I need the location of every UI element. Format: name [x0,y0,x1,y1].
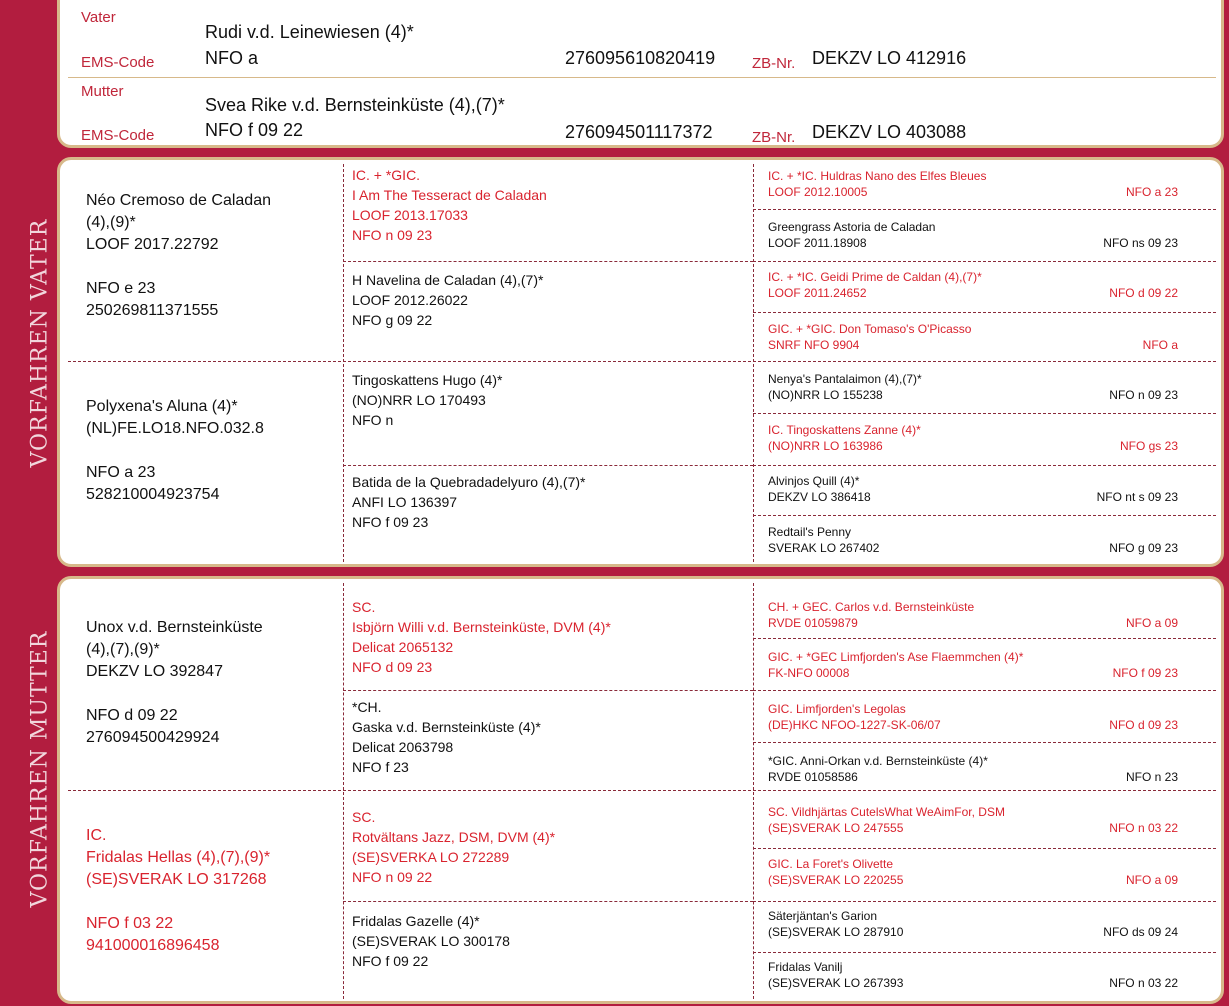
g3-ancestor-3 [768,269,1188,301]
row-divider-g3-5 [753,413,1216,414]
g3-6-ems: NFO gs 23 [1119,439,1178,453]
g3-ancestor-8 [768,524,1188,556]
g3-3-reg: LOOF 2011.24652 [768,286,867,300]
m-g3-3-ems: NFO d 09 23 [1109,718,1178,732]
grandparent-2 [86,396,264,506]
g3-7-name: Alvinjos Quill (4)* [768,474,860,488]
father-zb-label: ZB-Nr. [752,55,796,72]
g3-ancestor-4 [768,321,1188,353]
m-g3-7-name: Säterjäntan's Garion [768,909,878,923]
ggp1-ems: NFO n 09 23 [352,227,433,243]
m-gp1-ems: NFO d 09 22 [86,707,178,724]
side-label-mother: VORFAHREN MUTTER [27,630,53,908]
row-divider-g3-1 [753,209,1216,210]
gp2-name: Polyxena's Aluna (4)* [86,398,238,415]
gp2-ems: NFO a 23 [86,464,156,481]
m-row-divider-g3-5 [753,848,1216,849]
ggp3-name: Tingoskattens Hugo (4)* [352,372,503,388]
m-g3-5-name: SC. Vildhjärtas CutelsWhat WeAimFor, DSM [768,805,1005,819]
g3-3-ems: NFO d 09 22 [1109,286,1178,300]
ggp1-name: I Am The Tesseract de Caladan [352,187,547,203]
m-g3-7-reg: (SE)SVERAK LO 287910 [768,925,904,939]
gp2-reg: (NL)FE.LO18.NFO.032.8 [86,420,264,437]
g3-4-name: GIC. + *GIC. Don Tomaso's O'Picasso [768,322,972,336]
m-row-divider-g3-2 [753,690,1216,691]
parents-divider [68,77,1216,78]
m-gp1-codes: (4),(7),(9)* [86,641,160,658]
g3-7-ems: NFO nt s 09 23 [1096,490,1178,504]
m-grandparent-1 [86,617,263,749]
row-divider-g3-6 [753,465,1216,466]
m-g3-1-reg: RVDE 01059879 [768,616,858,630]
ggp4-ems: NFO f 09 23 [352,514,429,530]
m-ggp3-ems: NFO n 09 22 [352,869,433,885]
m-ggp4-reg: (SE)SVERAK LO 300178 [352,933,510,949]
m-gp2-name: Fridalas Hellas (4),(7),(9)* [86,849,271,866]
m-g3-8-reg: (SE)SVERAK LO 267393 [768,976,904,990]
g3-6-reg: (NO)NRR LO 163986 [768,439,883,453]
mother-name: Svea Rike v.d. Bernsteinküste (4),(7)* [205,95,505,115]
mother-label: Mutter [81,83,124,100]
g3-5-reg: (NO)NRR LO 155238 [768,388,883,402]
great-grandparent-4 [352,472,585,532]
m-g3-5-ems: NFO n 03 22 [1109,821,1178,835]
m-ggp2-ems: NFO f 23 [352,759,409,775]
m-great-grandparent-3 [352,807,555,887]
m-row-divider-g3-7 [753,952,1216,953]
m-g3-ancestor-2 [768,649,1188,681]
m-g3-8-ems: NFO n 03 22 [1109,976,1178,990]
m-g3-ancestor-3 [768,701,1188,733]
side-label-father: VORFAHREN VATER [27,218,53,468]
m-g3-ancestor-6 [768,856,1188,888]
col-divider-1 [343,164,344,562]
g3-5-name: Nenya's Pantalaimon (4),(7)* [768,372,922,386]
g3-4-reg: SNRF NFO 9904 [768,338,860,352]
m-gp1-name: Unox v.d. Bernsteinküste [86,619,263,636]
gp1-chip: 250269811371555 [86,302,219,319]
m-ggp1-ems: NFO d 09 23 [352,659,433,675]
m-gp2-ems: NFO f 03 22 [86,915,174,932]
g3-ancestor-6 [768,422,1188,454]
parents-panel [57,0,1224,148]
mother-ancestors-panel [57,576,1224,1004]
g3-2-ems: NFO ns 09 23 [1103,236,1178,250]
m-g3-4-ems: NFO n 23 [1125,770,1178,784]
great-grandparent-3 [352,370,502,430]
row-divider-g2-a [343,261,753,262]
m-gp1-reg: DEKZV LO 392847 [86,663,223,680]
ggp2-name: H Navelina de Caladan (4),(7)* [352,272,544,288]
m-ggp2-reg: Delicat 2063798 [352,739,454,755]
father-label: Vater [81,9,116,26]
m-g3-6-name: GIC. La Foret's Olivette [768,857,893,871]
m-g3-ancestor-1 [768,599,1188,631]
mother-chip: 276094501117372 [565,122,713,142]
m-row-divider-g2-b [343,901,753,902]
m-great-grandparent-4 [352,911,510,971]
m-row-divider-mid [68,790,1216,791]
m-g3-ancestor-4 [768,753,1188,785]
m-g3-8-name: Fridalas Vanilj [768,960,843,974]
m-row-divider-g2-a [343,690,753,691]
g3-8-name: Redtail's Penny [768,525,852,539]
ggp1-title: IC. + *GIC. [352,167,421,183]
row-divider-mid [68,361,1216,362]
ggp2-reg: LOOF 2012.26022 [352,292,468,308]
ggp3-ems: NFO n [352,412,394,428]
m-ggp2-name: Gaska v.d. Bernsteinküste (4)* [352,719,541,735]
m-gp1-chip: 276094500429924 [86,729,220,746]
gp1-codes: (4),(9)* [86,214,136,231]
row-divider-g3-2 [753,261,1216,262]
m-gp2-title: IC. [86,827,107,844]
m-g3-3-reg: (DE)HKC NFOO-1227-SK-06/07 [768,718,941,732]
gp1-ems: NFO e 23 [86,280,156,297]
g3-8-ems: NFO g 09 23 [1109,541,1178,555]
g3-2-name: Greengrass Astoria de Caladan [768,220,936,234]
g3-1-reg: LOOF 2012.10005 [768,185,868,199]
gp2-chip: 528210004923754 [86,486,220,503]
m-great-grandparent-2 [352,697,541,777]
m-g3-ancestor-7 [768,908,1188,940]
g3-7-reg: DEKZV LO 386418 [768,490,871,504]
father-name: Rudi v.d. Leinewiesen (4)* [205,22,414,42]
m-row-divider-g3-1 [753,638,1216,639]
m-g3-ancestor-8 [768,959,1188,991]
m-ggp3-reg: (SE)SVERKA LO 272289 [352,849,510,865]
m-col-divider-2 [753,583,754,999]
m-ggp2-title: *CH. [352,699,382,715]
row-divider-g2-b [343,465,753,466]
m-gp2-chip: 941000016896458 [86,937,220,954]
mother-ems-label: EMS-Code [81,127,155,144]
mother-zb-label: ZB-Nr. [752,129,796,146]
g3-3-name: IC. + *IC. Geidi Prime de Caldan (4),(7)* [768,270,982,284]
father-ems: NFO a [205,48,259,68]
g3-1-ems: NFO a 23 [1125,185,1178,199]
row-divider-g3-7 [753,515,1216,516]
m-col-divider-1 [343,583,344,999]
grandparent-1 [86,190,271,322]
m-ggp3-title: SC. [352,809,376,825]
m-g3-4-reg: RVDE 01058586 [768,770,858,784]
ggp3-reg: (NO)NRR LO 170493 [352,392,486,408]
father-chip: 276095610820419 [565,48,716,68]
g3-ancestor-2 [768,219,1188,251]
gp1-name: Néo Cremoso de Caladan [86,192,271,209]
g3-ancestor-1 [768,168,1188,200]
m-ggp1-name: Isbjörn Willi v.d. Bernsteinküste, DVM (4)* [352,619,611,635]
m-g3-1-ems: NFO a 09 [1125,616,1178,630]
father-ancestors-panel [57,157,1224,567]
m-g3-6-ems: NFO a 09 [1125,873,1178,887]
m-ggp1-title: SC. [352,599,376,615]
ggp4-name: Batida de la Quebradadelyuro (4),(7)* [352,474,586,490]
m-ggp4-name: Fridalas Gazelle (4)* [352,913,480,929]
m-ggp3-name: Rotvältans Jazz, DSM, DVM (4)* [352,829,556,845]
g3-1-name: IC. + *IC. Huldras Nano des Elfes Bleues [768,169,987,183]
row-divider-g3-3 [753,312,1216,313]
great-grandparent-2 [352,270,543,330]
m-g3-1-name: CH. + GEC. Carlos v.d. Bernsteinküste [768,600,975,614]
ggp2-ems: NFO g 09 22 [352,312,433,328]
g3-4-ems: NFO a [1142,338,1178,352]
col-divider-2 [753,164,754,562]
m-g3-2-ems: NFO f 09 23 [1112,666,1178,680]
g3-ancestor-5 [768,371,1188,403]
g3-2-reg: LOOF 2011.18908 [768,236,867,250]
ggp1-reg: LOOF 2013.17033 [352,207,468,223]
m-ggp1-reg: Delicat 2065132 [352,639,454,655]
m-g3-3-name: GIC. Limfjorden's Legolas [768,702,906,716]
m-gp2-reg: (SE)SVERAK LO 317268 [86,871,267,888]
mother-zb: DEKZV LO 403088 [812,122,967,142]
mother-ems: NFO f 09 22 [205,120,304,140]
m-g3-7-ems: NFO ds 09 24 [1103,925,1178,939]
g3-8-reg: SVERAK LO 267402 [768,541,880,555]
g3-ancestor-7 [768,473,1188,505]
g3-6-name: IC. Tingoskattens Zanne (4)* [768,423,921,437]
m-ggp4-ems: NFO f 09 22 [352,953,429,969]
father-zb: DEKZV LO 412916 [812,48,967,68]
m-row-divider-g3-6 [753,901,1216,902]
m-g3-6-reg: (SE)SVERAK LO 220255 [768,873,904,887]
ggp4-reg: ANFI LO 136397 [352,494,458,510]
gp1-reg: LOOF 2017.22792 [86,236,219,253]
m-g3-2-reg: FK-NFO 00008 [768,666,850,680]
father-ems-label: EMS-Code [81,54,155,71]
m-g3-2-name: GIC. + *GEC Limfjorden's Ase Flaemmchen (4)* [768,650,1024,664]
great-grandparent-1 [352,165,547,245]
g3-5-ems: NFO n 09 23 [1109,388,1178,402]
m-g3-4-name: *GIC. Anni-Orkan v.d. Bernsteinküste (4)* [768,754,988,768]
m-grandparent-2 [86,825,270,957]
m-g3-5-reg: (SE)SVERAK LO 247555 [768,821,904,835]
m-row-divider-g3-3 [753,742,1216,743]
m-g3-ancestor-5 [768,804,1188,836]
m-great-grandparent-1 [352,597,611,677]
